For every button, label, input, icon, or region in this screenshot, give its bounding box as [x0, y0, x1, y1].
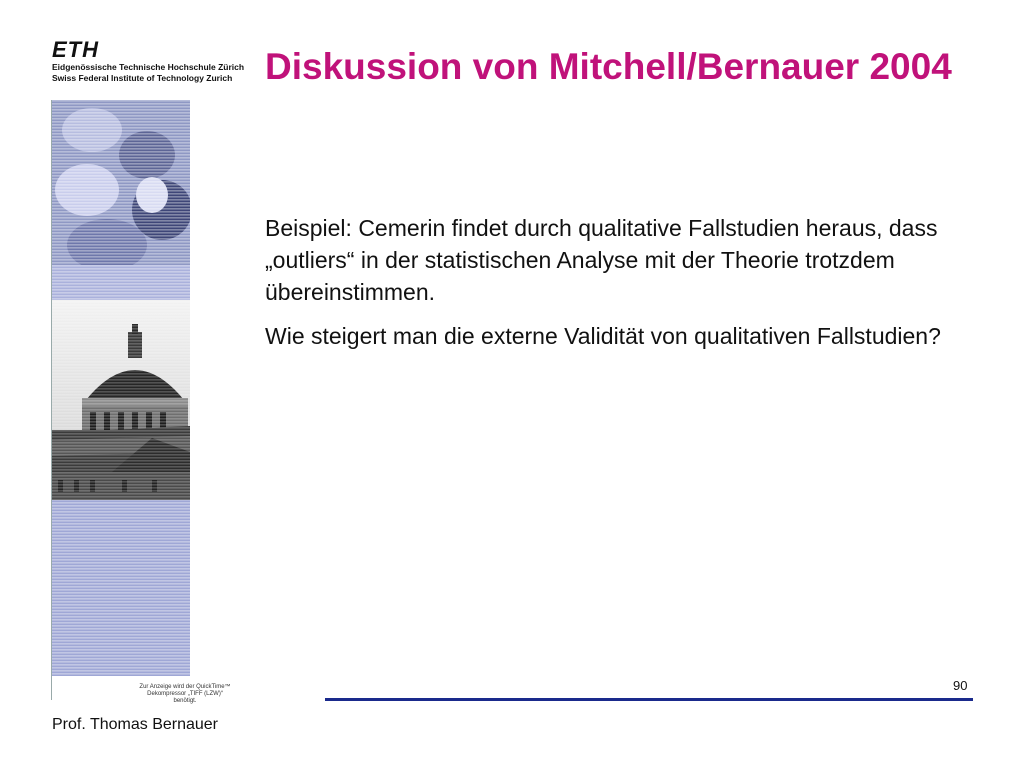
body-paragraph-example: Beispiel: Cemerin findet durch qualitative Fallstudien heraus, dass „outliers“ in der statistischen Analyse mit der Theorie trotzdem übereinstimmen.: [265, 215, 938, 305]
page-number: 90: [953, 678, 968, 693]
eth-logo-mark: ETH: [52, 37, 99, 62]
author-name: Prof. Thomas Bernauer: [52, 716, 219, 733]
building-photo: [52, 300, 190, 500]
slide-title: Diskussion von Mitchell/Bernauer 2004: [265, 46, 952, 87]
body-paragraph-question: Wie steigert man die externe Validität von qualitativen Fallstudien?: [265, 323, 941, 349]
slide-body: [265, 212, 965, 364]
quicktime-note-line: benötigt.: [173, 698, 197, 704]
quicktime-note-line: Zur Anzeige wird der QuickTime™: [139, 684, 231, 690]
blue-lined-panel: [52, 500, 190, 676]
footer-rule: [325, 698, 973, 701]
eth-logo-line-english: Swiss Federal Institute of Technology Zurich: [52, 73, 233, 83]
eth-logo: [52, 37, 252, 84]
eth-logo-line-german: Eidgenössische Technische Hochschule Zürich: [52, 62, 245, 72]
side-image-strip: [52, 100, 190, 700]
quicktime-placeholder-note: [120, 684, 250, 705]
students-photo: [52, 100, 190, 300]
quicktime-note-line: Dekompressor „TIFF (LZW)“: [147, 691, 223, 697]
